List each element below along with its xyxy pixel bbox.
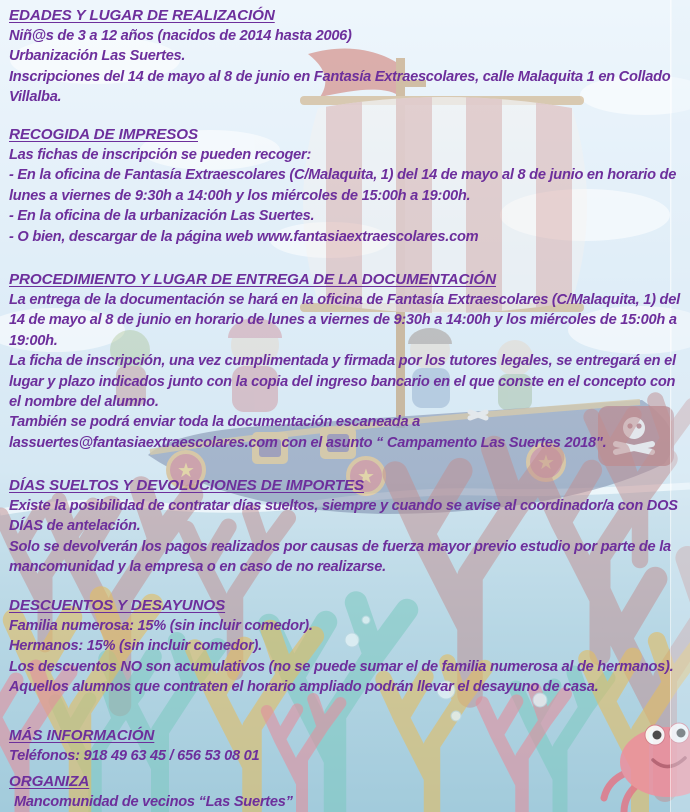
paragraph: Las fichas de inscripción se pueden recoger: — [9, 147, 312, 163]
section-heading: DÍAS SUELTOS Y DEVOLUCIONES DE IMPORTES — [9, 477, 365, 494]
paragraph: Los descuentos NO son acumulativos (no se puede sumar el de familia numerosa al de hermanos). — [9, 658, 674, 675]
paragraph: - En la oficina de Fantasía Extraescolares (C/Malaquita, 1) del 14 de mayo al 8 de junio en horario de lunes a viernes de 9:30h a 14:00h y los miércoles de 15:00h a 19:00h. — [9, 167, 677, 204]
section-heading: EDADES Y LUGAR DE REALIZACIÓN — [9, 7, 275, 24]
paragraph: Solo se devolverán los pagos realizados por causas de fuerza mayor previo estudio por parte de la mancomunidad y la empresa o en caso de no realizarse. — [9, 538, 671, 576]
section-heading: RECOGIDA DE IMPRESOS — [9, 126, 198, 143]
paragraph: La ficha de inscripción, una vez cumplimentada y firmada por los tutores legales, se entregará en el lugar y plazo indicados junto con la copia del ingreso bancario en el que conste en el concepto con el nombre del alumno. — [9, 353, 676, 411]
paragraph: La entrega de la documentación se hará en la oficina de Fantasía Extraescolares (C/Malaquita, 1) del 14 de mayo al 8 de junio en horario de lunes a viernes de 9:30h a 14:00h y los miércoles de 15:00h a 19:00h. — [9, 292, 680, 349]
paragraph: Teléfonos: 918 49 63 45 / 656 53 08 01 — [9, 748, 260, 764]
section-dias-sueltos — [9, 475, 685, 578]
paragraph: Hermanos: 15% (sin incluir comedor). — [9, 638, 262, 655]
section-descuentos — [9, 595, 685, 698]
paragraph: Aquellos alumnos que contraten el horario ampliado podrán llevar el desayuno de casa. — [9, 679, 599, 696]
paragraph: También se podrá enviar toda la documentación escaneada a lassuertes@fantasiaextraescolares.com con el asunto “ Campamento Las Suertes 2018". — [9, 414, 607, 451]
paragraph: Inscripciones del 14 de mayo al 8 de junio en Fantasía Extraescolares, calle Malaquita 1 en Collado Villalba. — [9, 68, 671, 106]
svg-text:★: ★ — [177, 460, 195, 482]
paragraph: Niñ@s de 3 a 12 años (nacidos de 2014 hasta 2006) — [9, 28, 352, 44]
section-heading: MÁS INFORMACIÓN — [9, 727, 155, 744]
svg-text:★: ★ — [357, 466, 375, 488]
section-heading: DESCUENTOS Y DESAYUNOS — [9, 597, 226, 614]
section-heading: PROCEDIMIENTO Y LUGAR DE ENTREGA DE LA DOCUMENTACIÓN — [9, 271, 497, 288]
paragraph: Familia numerosa: 15% (sin incluir comedor). — [9, 618, 313, 634]
paragraph: Urbanización Las Suertes. — [9, 48, 186, 65]
section-heading: ORGANIZA — [9, 773, 90, 790]
paragraph: - O bien, descargar de la página web www.fantasiaextraescolares.com — [9, 228, 479, 245]
paragraph: Existe la posibilidad de contratar días sueltos, siempre y cuando se avise al coordinador/a con DOS DÍAS de antelación. — [9, 498, 678, 535]
paragraph: Mancomunidad de vecinos “Las Suertes” — [14, 794, 293, 810]
paragraph: - En la oficina de la urbanización Las Suertes. — [9, 208, 315, 225]
section-procedimiento — [9, 269, 685, 453]
section-organiza — [9, 771, 685, 812]
section-mas-informacion — [9, 725, 685, 766]
section-recogida — [9, 124, 685, 247]
section-edades — [9, 5, 685, 108]
